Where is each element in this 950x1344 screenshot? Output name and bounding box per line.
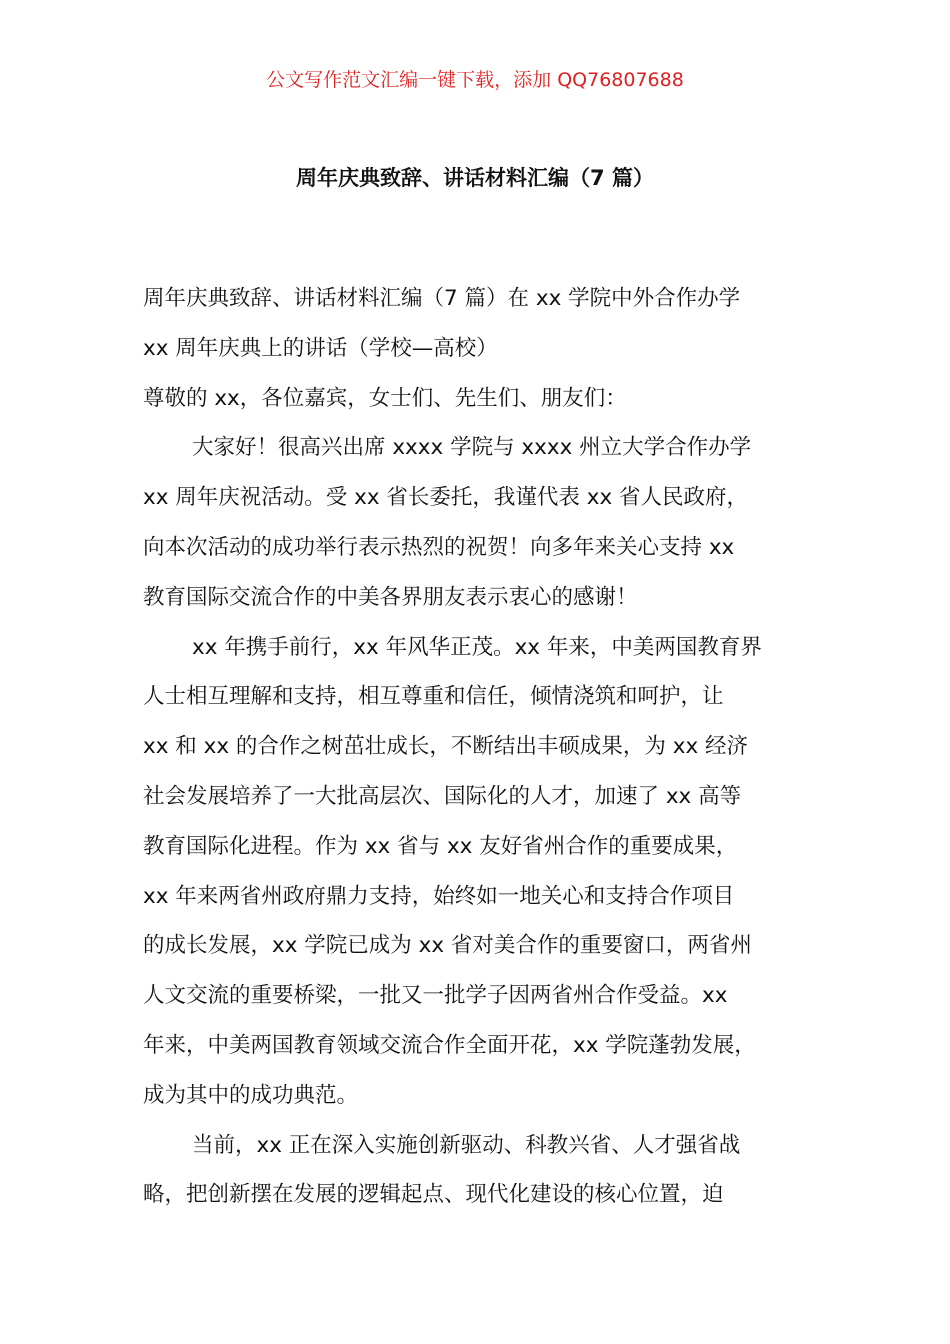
body-line: 人士相互理解和支持，相互尊重和信任，倾情浇筑和呵护，让 bbox=[143, 684, 724, 710]
body-line: 大家好！很高兴出席 xxxx 学院与 xxxx 州立大学合作办学 bbox=[192, 435, 752, 461]
body-line: 人文交流的重要桥梁，一批又一批学子因两省州合作受益。xx bbox=[143, 983, 728, 1009]
body-line: xx 年来两省州政府鼎力支持，始终如一地关心和支持合作项目 bbox=[143, 883, 735, 909]
body-line: xx 和 xx 的合作之树茁壮成长，不断结出丰硕成果，为 xx 经济 bbox=[143, 734, 749, 760]
download-notice: 公文写作范文汇编一键下载，添加 QQ76807688 bbox=[266, 69, 684, 91]
body-line: 成为其中的成功典范。 bbox=[143, 1082, 359, 1108]
body-line: 尊敬的 xx，各位嘉宾，女士们、先生们、朋友们： bbox=[143, 385, 627, 411]
body-line: 周年庆典致辞、讲话材料汇编（7 篇）在 xx 学院中外合作办学 bbox=[143, 286, 741, 311]
body-line: 教育国际化进程。作为 xx 省与 xx 友好省州合作的重要成果， bbox=[143, 833, 738, 859]
body-line: 社会发展培养了一大批高层次、国际化的人才，加速了 xx 高等 bbox=[143, 783, 742, 809]
body-line: xx 周年庆祝活动。受 xx 省长委托，我谨代表 xx 省人民政府， bbox=[143, 485, 749, 511]
body-line: 略，把创新摆在发展的逻辑起点、现代化建设的核心位置，迫 bbox=[143, 1182, 724, 1208]
body-line: xx 年携手前行，xx 年风华正茂。xx 年来，中美两国教育界 bbox=[192, 634, 762, 660]
body-line: 教育国际交流合作的中美各界朋友表示衷心的感谢！ bbox=[143, 584, 638, 610]
document-body bbox=[143, 274, 833, 1220]
body-line: 向本次活动的成功举行表示热烈的祝贺！向多年来关心支持 xx bbox=[143, 534, 735, 560]
body-line: 年来，中美两国教育领域交流合作全面开花，xx 学院蓬勃发展， bbox=[143, 1032, 756, 1058]
body-line: 的成长发展，xx 学院已成为 xx 省对美合作的重要窗口，两省州 bbox=[143, 933, 752, 959]
body-line: 当前，xx 正在深入实施创新驱动、科教兴省、人才强省战 bbox=[192, 1132, 741, 1158]
body-line: xx 周年庆典上的讲话（学校—高校） bbox=[143, 335, 498, 361]
document-title: 周年庆典致辞、讲话材料汇编（7 篇） bbox=[296, 166, 654, 190]
